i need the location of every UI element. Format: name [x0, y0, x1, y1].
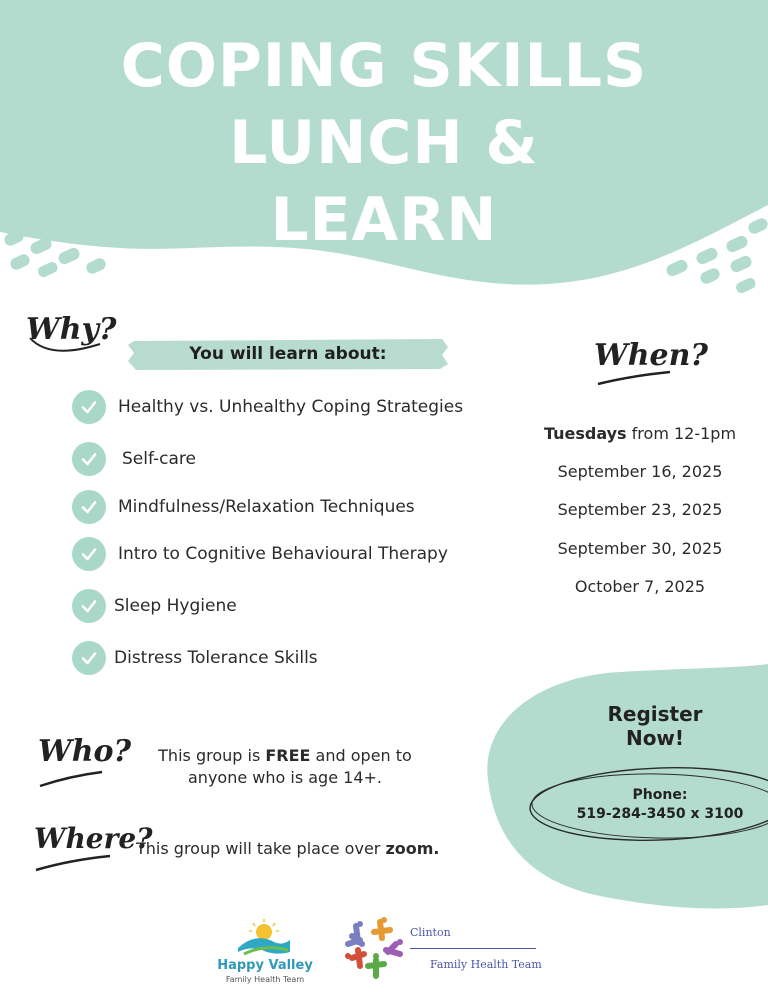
learn-item-6 [72, 640, 318, 676]
learn-item-label: Sleep Hygiene [114, 596, 237, 616]
when-date-1: September 16, 2025 [557, 462, 723, 481]
clinton-logo-icon [340, 914, 410, 984]
check-icon [72, 641, 106, 675]
check-icon [72, 589, 106, 623]
clinton-name: Clinton [410, 926, 451, 939]
clinton-divider [410, 948, 536, 949]
check-icon [72, 442, 106, 476]
register-title-line-2: Now! [625, 726, 685, 750]
register-title-line-1: Register [607, 702, 703, 726]
clinton-sub: Family Health Team [430, 958, 542, 971]
check-icon [72, 490, 106, 524]
learn-item-label: Self-care [122, 449, 197, 469]
who-line-2: anyone who is age 14+. [188, 768, 382, 787]
check-icon [72, 390, 106, 424]
when-date-3: September 30, 2025 [557, 539, 723, 558]
learn-item-1 [72, 389, 463, 425]
title-line-1: COPING SKILLS [120, 31, 648, 101]
check-icon [72, 537, 106, 571]
who-text-after: and open to [310, 746, 412, 765]
learn-item-4 [72, 536, 448, 572]
phone-block [560, 786, 760, 824]
who-text [140, 745, 430, 789]
phone-number[interactable]: 519-284-3450 x 3100 [576, 806, 744, 822]
where-text-bold: zoom. [385, 839, 440, 858]
title-line-2: LUNCH & [229, 108, 539, 178]
when-day-rest: from 12-1pm [626, 424, 737, 443]
learn-item-label: Mindfulness/Relaxation Techniques [118, 497, 415, 517]
happy-valley-name: Happy Valley [217, 958, 313, 973]
where-heading: Where? [34, 822, 153, 855]
learn-item-5 [72, 588, 237, 624]
why-heading: Why? [26, 312, 117, 347]
title-line-3: LEARN [270, 185, 498, 255]
when-date-2: September 23, 2025 [557, 500, 723, 519]
when-day [520, 424, 760, 443]
learn-banner-label: You will learn about: [189, 344, 387, 364]
where-text-before: This group will take place over [136, 839, 386, 858]
learn-item-label: Distress Tolerance Skills [114, 648, 318, 668]
when-day-bold: Tuesdays [543, 424, 627, 443]
happy-valley-sub: Family Health Team [225, 975, 305, 984]
register-title [570, 702, 740, 750]
learn-item-2 [72, 441, 196, 477]
who-heading: Who? [38, 734, 132, 769]
who-line-1 [140, 745, 430, 767]
when-heading: When? [594, 338, 708, 373]
happy-valley-logo-icon [234, 918, 294, 958]
phone-label: Phone: [632, 787, 688, 803]
when-date-4: October 7, 2025 [574, 577, 706, 596]
learn-item-label: Intro to Cognitive Behavioural Therapy [118, 544, 448, 564]
learn-item-3 [72, 489, 415, 525]
where-text [136, 838, 476, 860]
learn-item-label: Healthy vs. Unhealthy Coping Strategies [118, 397, 464, 417]
who-text-before: This group is [158, 746, 266, 765]
who-text-bold: FREE [265, 746, 311, 765]
